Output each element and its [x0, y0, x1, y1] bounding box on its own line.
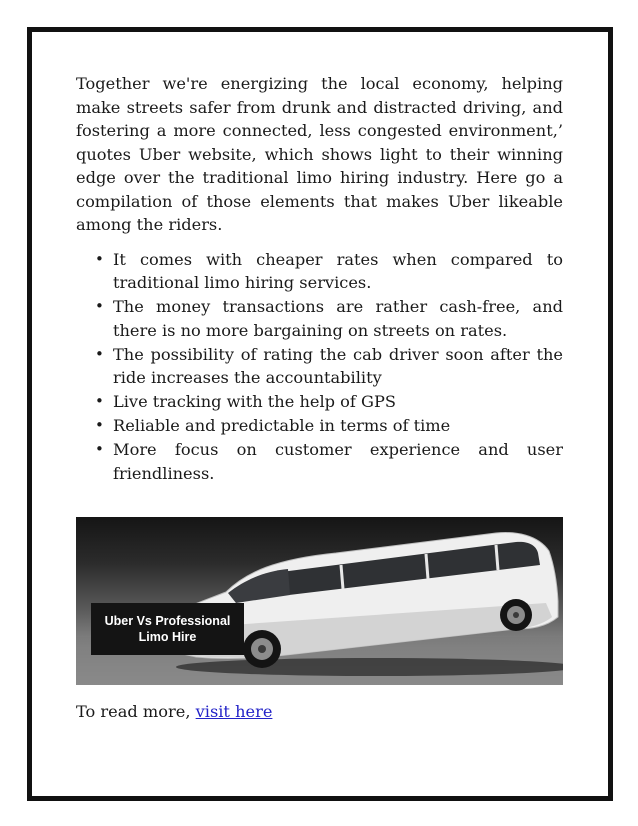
list-item: • The money transactions are rather cash-free, and there is no more bargaining on streets on rates. — [76, 295, 563, 342]
limousine-illustration — [76, 517, 563, 685]
list-item: • More focus on customer experience and user friendliness. — [76, 438, 563, 485]
caption-line: Uber Vs Professional — [104, 614, 231, 628]
list-item: • Reliable and predictable in terms of time — [76, 414, 563, 438]
read-more-line — [76, 700, 272, 723]
caption-line: Limo Hire — [138, 630, 197, 644]
image-caption — [91, 603, 244, 655]
limousine-image — [76, 517, 563, 685]
intro-paragraph: Together we're energizing the local economy, helping make streets safer from drunk and distracted driving, and fostering a more connected, less congested environment,’ quotes Uber website, which shows light to their winning edge over the traditional limo hiring industry. Here go a compilation of those elements that makes Uber likeable among the riders. — [76, 74, 563, 234]
list-item: • The possibility of rating the cab driver soon after the ride increases the accountability — [76, 343, 563, 390]
read-more-prefix: To read more, — [76, 702, 196, 721]
list-item: • It comes with cheaper rates when compared to traditional limo hiring services. — [76, 248, 563, 295]
feature-list — [76, 248, 563, 486]
document-body — [76, 72, 563, 486]
list-item: • Live tracking with the help of GPS — [76, 390, 563, 414]
visit-here-link[interactable]: visit here — [195, 702, 273, 721]
